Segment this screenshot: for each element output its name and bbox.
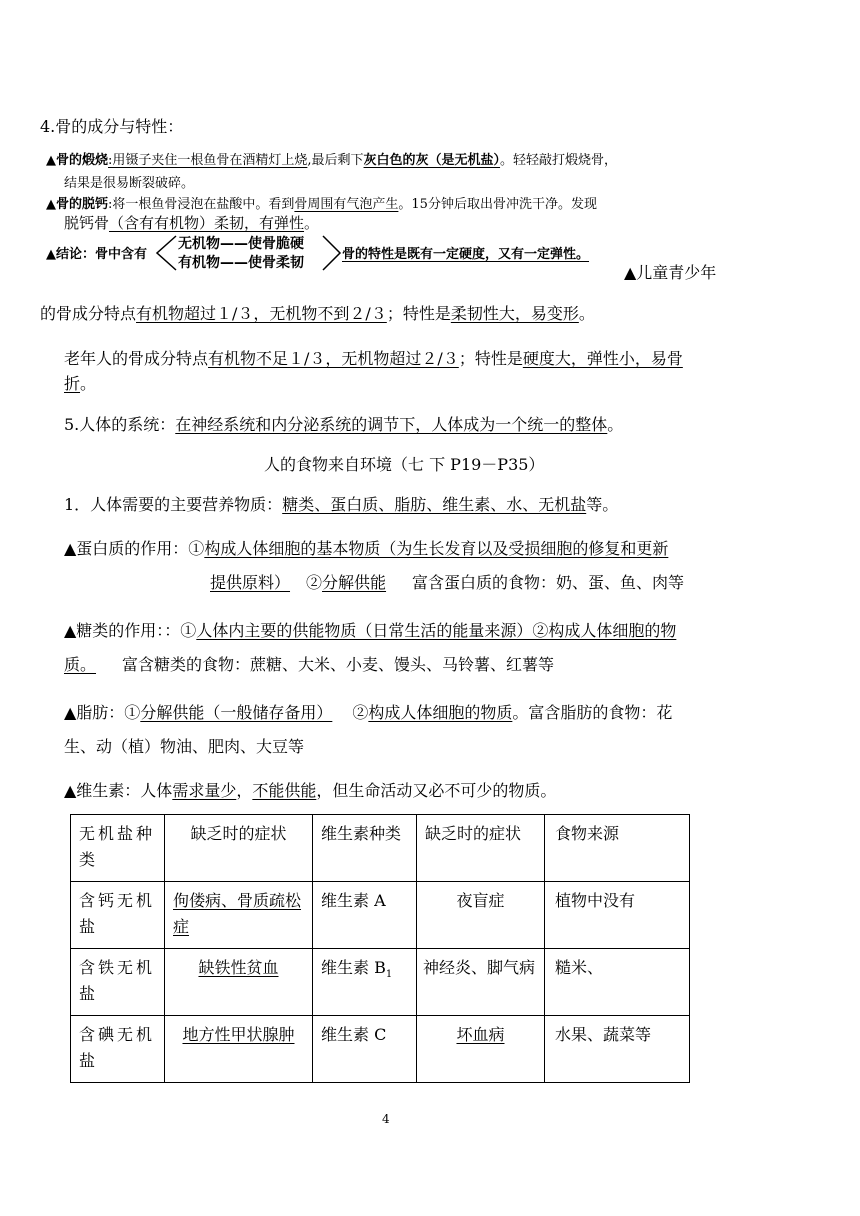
- bone-decal-method: :将一根鱼骨浸泡在盐酸中。看到: [108, 197, 295, 212]
- bone-decal-line2: [64, 212, 319, 233]
- protein-label: ▲蛋白质的作用：①: [64, 539, 205, 558]
- vitamin-need: 需求量少: [172, 781, 237, 800]
- vitamin-label: ▲维生素：人体: [64, 781, 173, 800]
- table-header: 缺乏时的症状: [165, 815, 313, 882]
- bone-decal-line1: [46, 193, 597, 212]
- bone-decal-bubbles: 骨周围有气泡产生: [294, 197, 399, 212]
- section-5-label: 5.人体的系统：: [64, 415, 176, 434]
- bone-burning-line2: 结果是很易断裂破碎。: [64, 176, 195, 191]
- nutrients-label: 1．人体需要的主要营养物质：: [64, 495, 283, 514]
- table-header: 维生素种类: [313, 815, 417, 882]
- table-cell: 含钙无机盐: [71, 882, 165, 949]
- protein-function1: 构成人体细胞的基本物质（为生长发育以及受损细胞的修复和更新: [204, 539, 669, 558]
- child-text: 的骨成分特点: [40, 304, 137, 323]
- old-bone-line2: [64, 371, 96, 394]
- table-cell: [417, 1016, 545, 1083]
- vitamin-b-subscript: 1: [385, 969, 393, 981]
- table-cell: [165, 882, 313, 949]
- protein-function1-end: 提供原料）: [210, 573, 291, 592]
- protein-food: 富含蛋白质的食物：奶、蛋、鱼、肉等: [412, 573, 685, 592]
- symptom-iron: 缺铁性贫血: [198, 958, 279, 977]
- old-text2: ；特性是: [458, 349, 523, 368]
- fat-food: 。富含脂肪的食物：花: [512, 703, 673, 722]
- nutrients-line: [64, 492, 618, 515]
- sugar-line1: [64, 618, 676, 641]
- vitamin-comma: ，: [236, 781, 253, 800]
- chapter-title: 人的食物来自环境（七 下 P19－P35）: [264, 455, 545, 474]
- fat-function2: 构成人体细胞的物质: [368, 703, 513, 722]
- old-end: 。: [80, 374, 97, 393]
- table-cell: 维生素 A: [313, 882, 417, 949]
- conclusion-organic: 有机物——使骨柔韧: [178, 255, 304, 271]
- table-cell: [165, 1016, 313, 1083]
- right-brace-icon: [321, 234, 343, 272]
- protein-function2: 分解供能: [322, 573, 387, 592]
- vitamin-b-name: 维生素 B: [321, 958, 386, 977]
- table-row: [71, 882, 690, 949]
- table-cell: 夜盲症: [417, 882, 545, 949]
- sugar-line2: [64, 652, 554, 675]
- table-cell: 神经炎、脚气病: [417, 949, 545, 1016]
- bone-burning-method: :用镊子夹住一根鱼骨在酒精灯上烧: [108, 153, 308, 168]
- sugar-label: ▲糖类的作用：：①: [64, 621, 197, 640]
- bone-decal-property: （含有有机物）柔韧，有弹性: [109, 214, 305, 232]
- protein-line2: [210, 570, 684, 593]
- section-5-end: 。: [607, 415, 624, 434]
- bone-decal-label: ▲骨的脱钙: [46, 197, 108, 212]
- table-header: 无机盐种类: [71, 815, 165, 882]
- section-4-title: 4.骨的成分与特性：: [40, 117, 184, 136]
- conclusion-result: 骨的特性是既有一定硬度，又有一定弹性。: [342, 247, 590, 262]
- table-cell: [165, 949, 313, 1016]
- old-property: 硬度大，弹性小，易骨: [522, 349, 683, 368]
- fat-line1: [64, 700, 672, 723]
- old-property-end: 折: [64, 374, 81, 393]
- old-bone-line1: [64, 346, 683, 369]
- table-header: 缺乏时的症状: [417, 815, 545, 882]
- fat-function1: 分解供能（一般储存备用）: [140, 703, 333, 722]
- old-text: 老年人的骨成分特点: [64, 349, 209, 368]
- bone-burning-result: 灰白色的灰（是无机盐）: [363, 153, 501, 168]
- page-number: 4: [382, 1112, 390, 1126]
- child-property: 柔韧性大，易变形: [450, 304, 579, 323]
- table-header-row: [71, 815, 690, 882]
- bone-burning-line1: [46, 149, 617, 168]
- fat-line2: 生、动（植）物油、肥肉、大豆等: [64, 737, 305, 756]
- section-5-text: 在神经系统和内分泌系统的调节下，人体成为一个统一的整体: [175, 415, 608, 434]
- bone-burning-text2: 。轻轻敲打煅烧骨，: [500, 153, 618, 168]
- protein-line1: [64, 536, 668, 559]
- left-brace-icon: [154, 234, 178, 272]
- table-header: 食物来源: [545, 815, 690, 882]
- vitamin-line: [64, 778, 556, 801]
- table-cell: 水果、蔬菜等: [545, 1016, 690, 1083]
- nutrients-end: 等。: [586, 495, 619, 514]
- nutrition-table: [70, 814, 690, 1083]
- nutrients-items: 糖类、蛋白质、脂肪、维生素、水、无机盐: [282, 495, 587, 514]
- fat-marker: ②: [352, 703, 369, 722]
- child-end: 。: [578, 304, 595, 323]
- bone-burning-label: ▲骨的煅烧: [46, 153, 108, 168]
- sugar-functions-end: 质。: [64, 655, 97, 674]
- table-row: [71, 1016, 690, 1083]
- table-cell: 含铁无机盐: [71, 949, 165, 1016]
- conclusion-inorganic: 无机物——使骨脆硬: [178, 236, 304, 252]
- table-cell: 植物中没有: [545, 882, 690, 949]
- old-composition: 有机物不足１/３，无机物超过２/３: [208, 349, 459, 368]
- child-composition: 有机物超过１/３，无机物不到２/３: [136, 304, 387, 323]
- bone-decal-end: 。: [304, 214, 320, 232]
- table-row: [71, 949, 690, 1016]
- symptom-vitamin-c: 坏血病: [456, 1025, 505, 1044]
- child-text2: ；特性是: [386, 304, 451, 323]
- fat-label: ▲脂肪：①: [64, 703, 141, 722]
- child-heading: ▲儿童青少年: [624, 263, 717, 282]
- vitamin-text: ，但生命活动又必不可少的物质。: [316, 781, 557, 800]
- conclusion-label: ▲结论：骨中含有: [46, 247, 147, 262]
- table-cell: 维生素 C: [313, 1016, 417, 1083]
- symptom-calcium: 佝偻病、骨质疏松症: [173, 891, 302, 936]
- table-cell: [313, 949, 417, 1016]
- vitamin-energy: 不能供能: [252, 781, 317, 800]
- section-5: [64, 412, 623, 435]
- bone-decal-bone: 脱钙骨: [64, 214, 110, 232]
- sugar-functions: 人体内主要的供能物质（日常生活的能量来源）②构成人体细胞的物: [196, 621, 677, 640]
- bone-decal-text: 。15分钟后取出骨冲洗干净。发现: [398, 197, 597, 212]
- bone-burning-text: ,最后剩下: [307, 153, 364, 168]
- child-bone-line: [40, 301, 595, 324]
- table-cell: 含碘无机盐: [71, 1016, 165, 1083]
- protein-marker: ②: [306, 573, 323, 592]
- sugar-food: 富含糖类的食物：蔗糖、大米、小麦、馒头、马铃薯、红薯等: [122, 655, 555, 674]
- symptom-iodine: 地方性甲状腺肿: [182, 1025, 295, 1044]
- table-cell: 糙米、: [545, 949, 690, 1016]
